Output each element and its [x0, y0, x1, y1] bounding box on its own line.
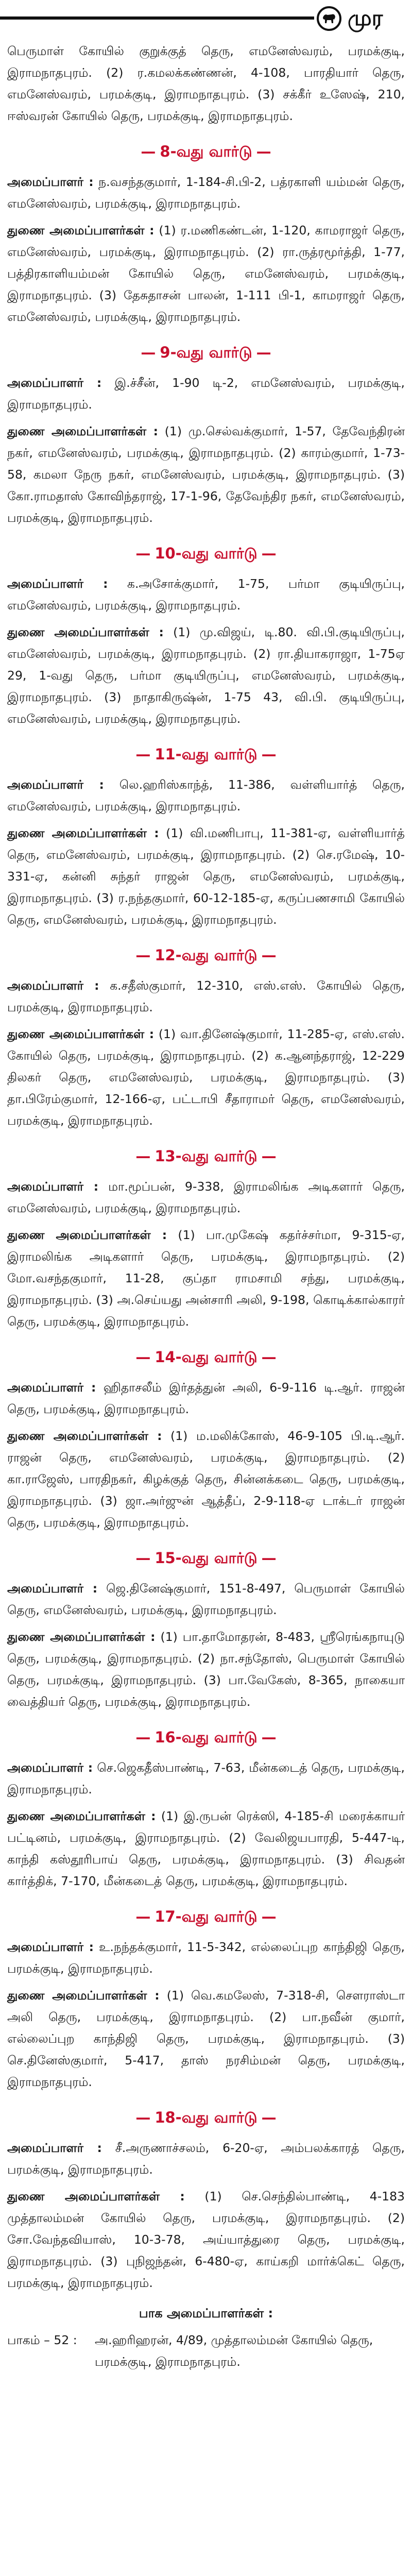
deputy-organizers-details: (1) மு.செல்வக்குமார், 1-57, தேவேந்திரன் நகர், எமனேஸ்வரம், பரமக்குடி, இராமநாதபுரம். (2) காரம்குமார், 1-73-58, கமலா நேரு நகர், எமனேஸ்வரம், பரமக்குடி, இராமநாதபுரம். (3) கோ.ராமதாஸ் கோவிந்தராஜ், 17-1-96, தேவேந்திர நகர், எமனேஸ்வரம், பரமக்குடி, இராமநாதபுரம். — [7, 424, 405, 525]
deputy-organizers-label: துணை அமைப்பாளர்கள் : — [7, 826, 159, 840]
organizer-details: ஜெ.தினேஷ்குமார், 151-8-497, பெருமாள் கோயில் தெரு, எமனேஸ்வரம், பரமக்குடி, இராமநாதபுரம். — [7, 1581, 405, 1617]
ward-heading: — 16-வது வார்டு — — [7, 1727, 405, 1748]
organizer-label: அமைப்பாளர் : — [7, 2141, 102, 2155]
deputy-organizers-details: (1) வெ.கமலேஸ், 7-318-சி, சௌராஸ்டா அலி தெரு, பரமக்குடி, இராமநாதபுரம். (2) பா.நவீன் குமார், எல்லைப்புற காந்திஜி தெரு, பரமக்குடி, இராமநாதபுரம். (3) செ.தினேஸ்குமார், 5-417, தாஸ் நரசிம்மன் தெரு, பரமக்குடி, இராமநாதபுரம். — [7, 1988, 405, 2089]
ward-section — [7, 945, 405, 1131]
organizer-paragraph — [7, 1578, 405, 1621]
booth-entry-details: அ.ஹரிஹரன், 4/89, முத்தாலம்மன் கோயில் தெரு, பரமக்குடி, இராமநாதபுரம். — [95, 2333, 373, 2369]
deputy-organizers-label: துணை அமைப்பாளர்கள் : — [7, 1429, 162, 1443]
organizer-details: சீ.அருணாச்சலம், 6-20-ஏ, அம்பலக்காரத் தெரு, பரமக்குடி, இராமநாதபுரம். — [7, 2141, 405, 2177]
organizer-label: அமைப்பாளர் : — [7, 1581, 98, 1596]
organizer-details: ஹிதாசலீம் இர்தத்துன் அலி, 6-9-116 டி.ஆர். ராஜன் தெரு, பரமக்குடி, இராமநாதபுரம். — [7, 1380, 405, 1416]
ward-section — [7, 543, 405, 730]
ward-heading: — 13-வது வார்டு — — [7, 1146, 405, 1166]
ward-section — [7, 1347, 405, 1533]
organizer-details: செ.ஜெகதீஸ்பாண்டி, 7-63, மீன்கடைத் தெரு, பரமக்குடி, இராமநாதபுரம். — [7, 1760, 405, 1797]
deputy-organizers-paragraph — [7, 1626, 405, 1713]
masthead-brand: முர — [348, 5, 383, 30]
ward-heading: — 17-வது வார்டு — — [7, 1906, 405, 1927]
deputy-organizers-label: துணை அமைப்பாளர்கள் : — [7, 424, 159, 438]
deputy-organizers-label: துணை அமைப்பாளர்கள் : — [7, 2189, 185, 2204]
booth-organizers-heading: பாக அமைப்பாளர்கள் : — [139, 2306, 273, 2320]
article-body — [0, 40, 412, 2372]
deputy-organizers-paragraph — [7, 1985, 405, 2093]
ward-heading: — 8-வது வார்டு — — [7, 141, 405, 162]
deputy-organizers-paragraph — [7, 1224, 405, 1332]
deputy-organizers-label: துணை அமைப்பாளர்கள் : — [7, 1027, 154, 1041]
deputy-organizers-label: துணை அமைப்பாளர்கள் : — [7, 1988, 160, 2003]
ward-section — [7, 1146, 405, 1332]
organizer-label: அமைப்பாளர் : — [7, 175, 94, 189]
organizer-label: அமைப்பாளர் : — [7, 1380, 96, 1395]
booth-organizers-section — [7, 2306, 405, 2372]
deputy-organizers-details: (1) இ.ருபன் ரெக்ஸி, 4-185-சி மரைக்காயர் பட்டினம், பரமக்குடி, இராமநாதபுரம். (2) வேலிஜயபாரதி, 5-447-டி, காந்தி கஸ்தூரிபாய் தெரு, பரமக்குடி, இராமநாதபுரம். (3) சிவதன் கார்த்திக், 7-170, மீன்கடைத் தெரு, பரமக்குடி, இராமநாதபுரம். — [7, 1809, 405, 1888]
organizer-label: அமைப்பாளர் : — [7, 1760, 93, 1775]
ward-section — [7, 1548, 405, 1713]
ward-heading: — 18-வது வார்டு — — [7, 2107, 405, 2128]
deputy-organizers-details: (1) மு.விஜய், டி.80. வி.பி.குடியிருப்பு, எமனேஸ்வரம், பரமக்குடி, இராமநாதபுரம். (2) ரா.தியாகராஜா, 1-75ஏ 29, 1-வது தெரு, பர்மா குடியிருப்பு, எமனேஸ்வரம், பரமக்குடி, இராமநாதபுரம். (3) நாதாகிருஷ்ன், 1-75 43, வி.பி. குடியிருப்பு, எமனேஸ்வரம், பரமக்குடி, இராமநாதபுரம். — [7, 625, 405, 726]
deputy-organizers-paragraph — [7, 621, 405, 730]
ward-section — [7, 141, 405, 328]
deputy-organizers-paragraph — [7, 1425, 405, 1533]
organizer-label: அமைப்பாளர் : — [7, 1940, 94, 1954]
deputy-organizers-details: (1) பா.முகேஷ் கதர்ச்சர்மா, 9-315-ஏ, இராமலிங்க அடிகளார் தெரு, பரமக்குடி, இராமநாதபுரம். (2) மோ.வசந்தகுமார், 11-28, குப்தா ராமசாமி சந்து, பரமக்குடி, இராமநாதபுரம். (3) அ.செய்யது அன்சாரி அலி, 9-198, கொடிக்கால்காரர் தெரு, பரமக்குடி, இராமநாதபுரம். — [7, 1228, 405, 1329]
masthead-rule — [0, 16, 314, 20]
masthead — [0, 0, 412, 36]
organizer-paragraph — [7, 1936, 405, 1979]
ward-heading: — 12-வது வார்டு — — [7, 945, 405, 965]
deputy-organizers-details: (1) செ.செந்தில்பாண்டி, 4-183 முத்தாலம்மன் கோயில் தெரு, பரமக்குடி, இராமநாதபுரம். (2) சோ.வேந்தவியாஸ், 10-3-78, அய்யாத்துரை தெரு, பரமக்குடி, இராமநாதபுரம். (3) புநிஜந்தன், 6-480-ஏ, காய்கறி மார்க்கெட் தெரு, பரமக்குடி, இராமநாதபுரம். — [7, 2189, 405, 2290]
organizer-details: லெ.ஹரிஸ்காந்த், 11-386, வள்ளியார்த் தெரு, எமனேஸ்வரம், பரமக்குடி, இராமநாதபுரம். — [7, 777, 405, 814]
ward-heading: — 15-வது வார்டு — — [7, 1548, 405, 1568]
ward-section — [7, 2107, 405, 2294]
deputy-organizers-details: (1) ர.மணிகண்டன், 1-120, காமராஜர் தெரு, எமனேஸ்வரம், பரமக்குடி, இராமநாதபுரம். (2) ரா.ருத்ரமூர்த்தி, 1-77, பத்திரகாளியம்மன் கோயில் தெரு, எமனேஸ்வரம், பரமக்குடி, இராமநாதபுரம். (3) தேசுதாசன் பாலன், 1-111 பி-1, காமராஜர் தெரு, எமனேஸ்வரம், பரமக்குடி, இராமநாதபுரம். — [7, 223, 405, 324]
deputy-organizers-details: (1) வா.தினேஷ்குமார், 11-285-ஏ, எஸ்.எஸ். கோயில் தெரு, பரமக்குடி, இராமநாதபுரம். (2) க.ஆனந்தராஜ், 12-229 திலகர் தெரு, எமனேஸ்வரம், பரமக்குடி, இராமநாதபுரம். (3) தா.பிரேம்குமார், 12-166-ஏ, பட்டாபி சீதாராமர் தெரு, எமனேஸ்வரம், பரமக்குடி, இராமநாதபுரம். — [7, 1027, 405, 1128]
deputy-organizers-paragraph — [7, 219, 405, 328]
deputy-organizers-label: துணை அமைப்பாளர்கள் : — [7, 1228, 167, 1242]
organizer-label: அமைப்பாளர் : — [7, 1179, 99, 1194]
deputy-organizers-paragraph — [7, 1805, 405, 1892]
organizer-details: மா.மூப்பன், 9-338, இராமலிங்க அடிகளார் தெரு, எமனேஸ்வரம், பரமக்குடி, இராமநாதபுரம். — [7, 1179, 405, 1215]
booth-number-label: பாகம் – 52 : — [7, 2333, 77, 2347]
organizer-paragraph — [7, 774, 405, 817]
organizer-paragraph — [7, 372, 405, 415]
deputy-organizers-paragraph — [7, 822, 405, 930]
deputy-organizers-label: துணை அமைப்பாளர்கள் : — [7, 625, 164, 639]
organizer-details: ந.வசந்தகுமார், 1-184-சி.பி-2, பத்ரகாளி யம்மன் தெரு, எமனேஸ்வரம், பரமக்குடி, இராமநாதபுரம். — [7, 175, 405, 211]
organizer-label: அமைப்பாளர் : — [7, 777, 104, 792]
ward-section — [7, 1906, 405, 2093]
intro-paragraph: பெருமாள் கோயில் குறுக்குத் தெரு, எமனேஸ்வரம், பரமக்குடி, இராமநாதபுரம். (2) ர.கமலக்கண்ணன், 4-108, பாரதியார் தெரு, எமனேஸ்வரம், பரமக்குடி, இராமநாதபுரம். (3) சக்கீர் உஸேஷ், 210, ஈஸ்வரன் கோயில் தெரு, பரமக்குடி, இராமநாதபுரம். — [7, 44, 405, 123]
organizer-details: க.அசோக்குமார், 1-75, பர்மா குடியிருப்பு, எமனேஸ்வரம், பரமக்குடி, இராமநாதபுரம். — [7, 577, 405, 613]
organizer-paragraph — [7, 975, 405, 1018]
deputy-organizers-label: துணை அமைப்பாளர்கள் : — [7, 1630, 156, 1644]
organizer-label: அமைப்பாளர் : — [7, 376, 102, 390]
ward-heading: — 11-வது வார்டு — — [7, 744, 405, 765]
deputy-organizers-paragraph — [7, 2185, 405, 2294]
ward-section — [7, 1727, 405, 1892]
organizer-paragraph — [7, 171, 405, 214]
ward-section — [7, 744, 405, 930]
organizer-paragraph — [7, 1176, 405, 1219]
ward-heading: — 10-வது வார்டு — — [7, 543, 405, 564]
deputy-organizers-label: துணை அமைப்பாளர்கள் : — [7, 1809, 156, 1823]
deputy-organizers-details: (1) ம.மலிக்கோஸ், 46-9-105 பி.டி.ஆர். ராஜன் தெரு, எமனேஸ்வரம், பரமக்குடி, இராமநாதபுரம். (2) கா.ராஜேஸ், பாரதிநகர், கிழக்குத் தெரு, சின்னக்கடை தெரு, பரமக்குடி, இராமநாதபுரம். (3) ஜா.அர்ஜுன் ஆத்தீப், 2-9-118-ஏ டாக்டர் ராஜன் தெரு, பரமக்குடி, இராமநாதபுரம். — [7, 1429, 405, 1530]
ward-heading: — 9-வது வார்டு — — [7, 342, 405, 363]
ward-section — [7, 342, 405, 529]
deputy-organizers-paragraph — [7, 1023, 405, 1131]
bull-emblem-icon — [317, 6, 341, 31]
organizer-details: இ.ச்சீன், 1-90 டி-2, எமனேஸ்வரம், பரமக்குடி, இராமநாதபுரம். — [7, 376, 405, 412]
deputy-organizers-details: (1) வி.மணிபாபு, 11-381-ஏ, வள்ளியார்த் தெரு, எமனேஸ்வரம், பரமக்குடி, இராமநாதபுரம். (2) செ.ரமேஷ், 10-331-ஏ, கன்னி சுந்தர் ராஜன் தெரு, எமனேஸ்வரம், பரமக்குடி, இராமநாதபுரம். (3) ர.நந்தகுமார், 60-12-185-ஏ, கருப்பணசாமி கோயில் தெரு, எமனேஸ்வரம், பரமக்குடி, இராமநாதபுரம். — [7, 826, 405, 927]
organizer-paragraph — [7, 2137, 405, 2180]
organizer-details: க.சதீஸ்குமார், 12-310, எஸ்.எஸ். கோயில் தெரு, பரமக்குடி, இராமநாதபுரம். — [7, 978, 405, 1014]
deputy-organizers-details: (1) பா.தாமோதரன், 8-483, ஸ்ரீரெங்கநாயுடு தெரு, பரமக்குடி, இராமநாதபுரம். (2) நா.சந்தோஸ், பெருமாள் கோயில் தெரு, பரமக்குடி, இராமநாதபுரம். (3) பா.வேகேஸ், 8-365, நாகையா வைத்தியர் தெரு, பரமக்குடி, இராமநாதபுரம். — [7, 1630, 405, 1709]
organizer-label: அமைப்பாளர் : — [7, 577, 108, 591]
ward-heading: — 14-வது வார்டு — — [7, 1347, 405, 1367]
deputy-organizers-label: துணை அமைப்பாளர்கள் : — [7, 223, 154, 238]
booth-entry — [7, 2329, 405, 2372]
organizer-paragraph — [7, 1757, 405, 1800]
organizer-details: உ.நந்தக்குமார், 11-5-342, எல்லைப்புற காந்திஜி தெரு, பரமக்குடி, இராமநாதபுரம். — [7, 1940, 405, 1976]
deputy-organizers-paragraph — [7, 420, 405, 529]
organizer-label: அமைப்பாளர் : — [7, 978, 99, 993]
organizer-paragraph — [7, 1377, 405, 1420]
organizer-paragraph — [7, 573, 405, 616]
